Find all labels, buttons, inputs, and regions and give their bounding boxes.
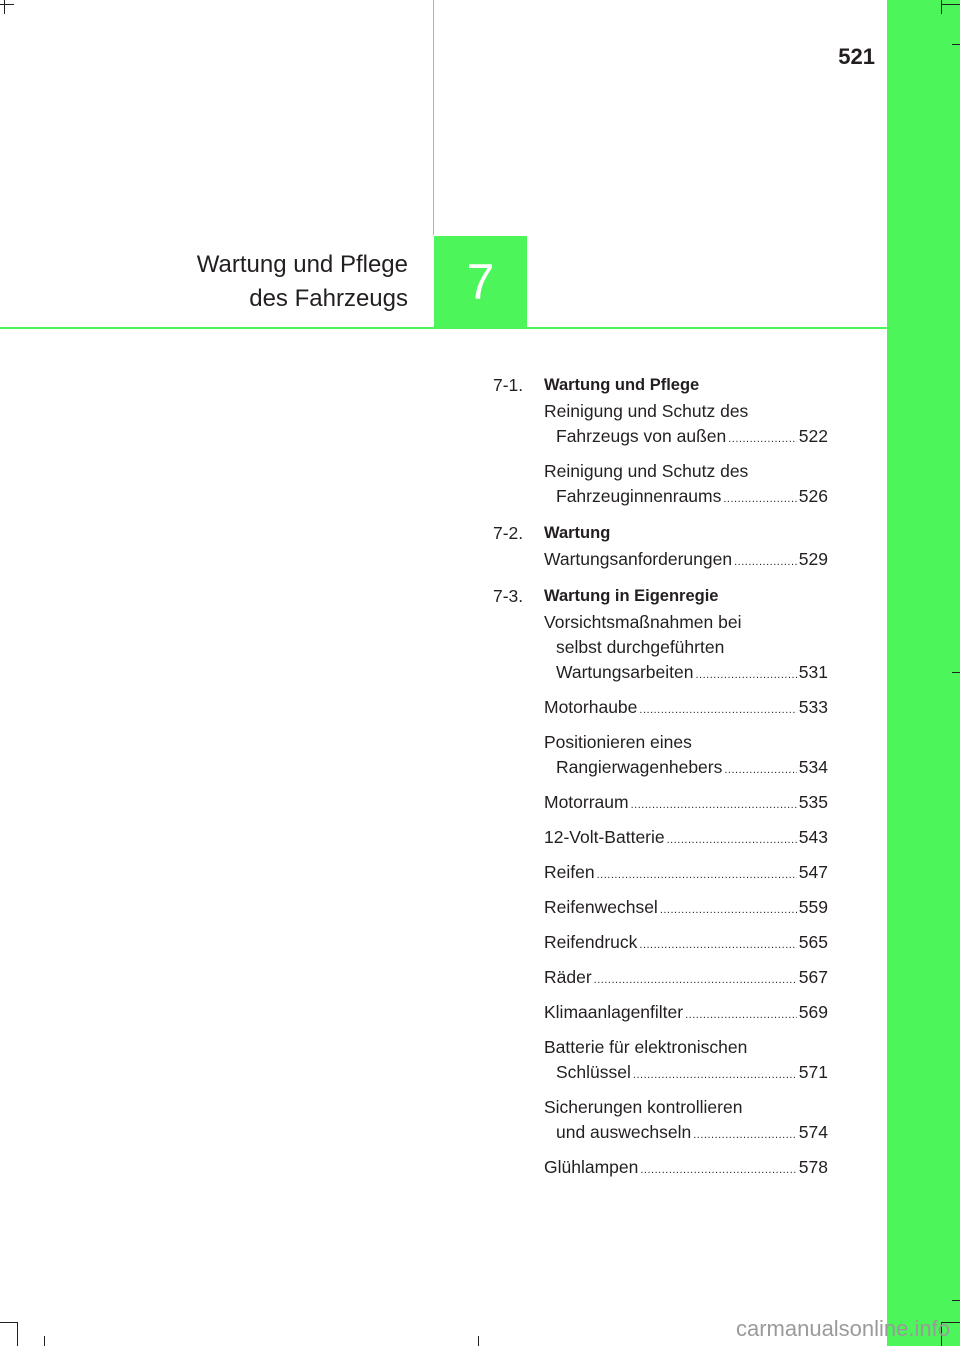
toc-entry[interactable]: [544, 895, 828, 923]
toc-entry-row: [544, 1155, 828, 1183]
chapter-title-line: des Fahrzeugs: [249, 285, 408, 312]
toc-entry-text: selbst durchgeführten: [556, 637, 725, 657]
crop-mark: [17, 1322, 18, 1346]
toc-section-title: Wartung: [544, 524, 611, 542]
toc-entry-page: 522: [798, 426, 828, 446]
toc-entry-page: 567: [798, 967, 828, 987]
toc-entry[interactable]: [544, 965, 828, 993]
toc-entry-row: [544, 1000, 828, 1028]
dot-leader: [723, 487, 796, 512]
toc-entry-text: Vorsichtsmaßnahmen bei: [544, 612, 742, 632]
toc-entry-text: Reifendruck: [544, 932, 638, 952]
toc-entry-row: [544, 895, 828, 923]
dot-leader: [594, 968, 797, 993]
toc-entry-text: Reinigung und Schutz des: [544, 401, 749, 421]
dot-leader: [693, 1123, 797, 1148]
crop-mark: [941, 4, 960, 5]
toc-entry[interactable]: [544, 399, 828, 452]
toc-entry-text: Motorraum: [544, 792, 629, 812]
toc-entry-text: Sicherungen kontrollieren: [544, 1097, 743, 1117]
crop-mark: [952, 44, 960, 45]
crop-mark: [44, 1336, 45, 1346]
toc-entry-page: 529: [798, 549, 828, 569]
dot-leader: [660, 898, 797, 923]
chapter-title: [197, 248, 408, 316]
toc-entry-text: Rangierwagenhebers: [556, 757, 723, 777]
toc-section-heading[interactable]: [493, 371, 828, 399]
toc-section-number: 7-2.: [493, 523, 524, 543]
dot-leader: [728, 427, 797, 452]
toc-entry-row: [544, 755, 828, 783]
table-of-contents: [493, 371, 828, 1190]
crop-mark: [941, 0, 942, 14]
toc-entry-page: 559: [798, 897, 828, 917]
dot-leader: [640, 1158, 796, 1183]
toc-entry[interactable]: [544, 1155, 828, 1183]
toc-entry-row: [544, 1060, 828, 1088]
toc-section-heading[interactable]: [493, 519, 828, 547]
dot-leader: [724, 758, 796, 783]
toc-entry-page: 574: [798, 1122, 828, 1142]
chapter-title-line: Wartung und Pflege: [196, 251, 408, 278]
dot-leader: [734, 550, 797, 575]
toc-entry[interactable]: [544, 695, 828, 723]
toc-entry[interactable]: [544, 610, 828, 688]
toc-entry[interactable]: [544, 825, 828, 853]
toc-entry[interactable]: [544, 1035, 828, 1088]
toc-entry-text: Reifenwechsel: [544, 897, 658, 917]
crop-mark: [0, 1322, 18, 1323]
dot-leader: [597, 863, 797, 888]
toc-section-title: Wartung in Eigenregie: [544, 587, 719, 605]
divider-vertical: [433, 0, 434, 235]
toc-entry-text: Schlüssel: [556, 1062, 631, 1082]
toc-entry-text: Motorhaube: [544, 697, 638, 717]
crop-mark: [952, 672, 960, 673]
toc-section-number: 7-3.: [493, 586, 524, 606]
toc-section-heading[interactable]: [493, 582, 828, 610]
dot-leader: [639, 933, 796, 958]
toc-entry[interactable]: [544, 1000, 828, 1028]
chapter-number-box: 7: [434, 236, 527, 328]
toc-entry-text: und auswechseln: [556, 1122, 692, 1142]
toc-entry-text: Klimaanlagenfilter: [544, 1002, 684, 1022]
toc-entry-page: 569: [798, 1002, 828, 1022]
toc-entry-row: [544, 930, 828, 958]
toc-entry-text: Positionieren eines: [544, 732, 692, 752]
dot-leader: [639, 698, 796, 723]
toc-section-title: Wartung und Pflege: [544, 376, 700, 394]
toc-entry-text: Reifen: [544, 862, 595, 882]
toc-entry-row: [544, 484, 828, 512]
page-number: 521: [838, 44, 875, 69]
toc-entry[interactable]: [544, 1095, 828, 1148]
dot-leader: [633, 1063, 797, 1088]
toc-entry-text: Glühlampen: [544, 1157, 639, 1177]
chapter-tab-bar: [887, 0, 960, 1346]
toc-entry-text: 12-Volt-Batterie: [544, 827, 665, 847]
toc-entry-row: [544, 860, 828, 888]
toc-entry[interactable]: [544, 930, 828, 958]
toc-entry-row: [544, 1120, 828, 1148]
toc-entry-text: Batterie für elektronischen: [544, 1037, 748, 1057]
toc-section: [493, 519, 828, 575]
toc-entry-page: 533: [798, 697, 828, 717]
dot-leader: [695, 663, 796, 688]
watermark: carmanualsonline.info: [735, 1316, 950, 1341]
crop-mark: [952, 1300, 960, 1301]
crop-mark: [478, 1336, 479, 1346]
toc-entry-row: [544, 790, 828, 818]
toc-entry[interactable]: [544, 860, 828, 888]
toc-entry-row: [544, 547, 828, 575]
toc-section: [493, 371, 828, 512]
toc-entry-page: 565: [798, 932, 828, 952]
toc-entry-text: Wartungsanforderungen: [544, 549, 733, 569]
toc-entry-row: [544, 695, 828, 723]
toc-entry-page: 571: [798, 1062, 828, 1082]
toc-entry-row: [544, 965, 828, 993]
toc-entry-page: 526: [798, 486, 828, 506]
toc-entry-text: Fahrzeugs von außen: [556, 426, 727, 446]
toc-entry-text: Reinigung und Schutz des: [544, 461, 749, 481]
toc-entry-text: Wartungsarbeiten: [556, 662, 694, 682]
toc-entry-text: Räder: [544, 967, 592, 987]
toc-entry-page: 534: [798, 757, 828, 777]
toc-entry[interactable]: [544, 730, 828, 783]
toc-entry-row: [544, 825, 828, 853]
toc-section-number: 7-1.: [493, 375, 524, 395]
toc-entry-page: 535: [798, 792, 828, 812]
toc-entry[interactable]: [544, 459, 828, 512]
dot-leader: [631, 793, 797, 818]
toc-entry-row: [544, 660, 828, 688]
crop-mark: [4, 0, 5, 14]
toc-entry-text: Fahrzeuginnenraums: [556, 486, 722, 506]
toc-section: [493, 582, 828, 1183]
crop-mark: [0, 4, 14, 5]
dot-leader: [667, 828, 797, 853]
toc-entry-page: 578: [798, 1157, 828, 1177]
toc-entry-page: 543: [798, 827, 828, 847]
toc-entry[interactable]: [544, 547, 828, 575]
toc-entry[interactable]: [544, 790, 828, 818]
toc-entry-page: 531: [798, 662, 828, 682]
toc-entry-row: [544, 424, 828, 452]
toc-entry-page: 547: [798, 862, 828, 882]
dot-leader: [685, 1003, 797, 1028]
